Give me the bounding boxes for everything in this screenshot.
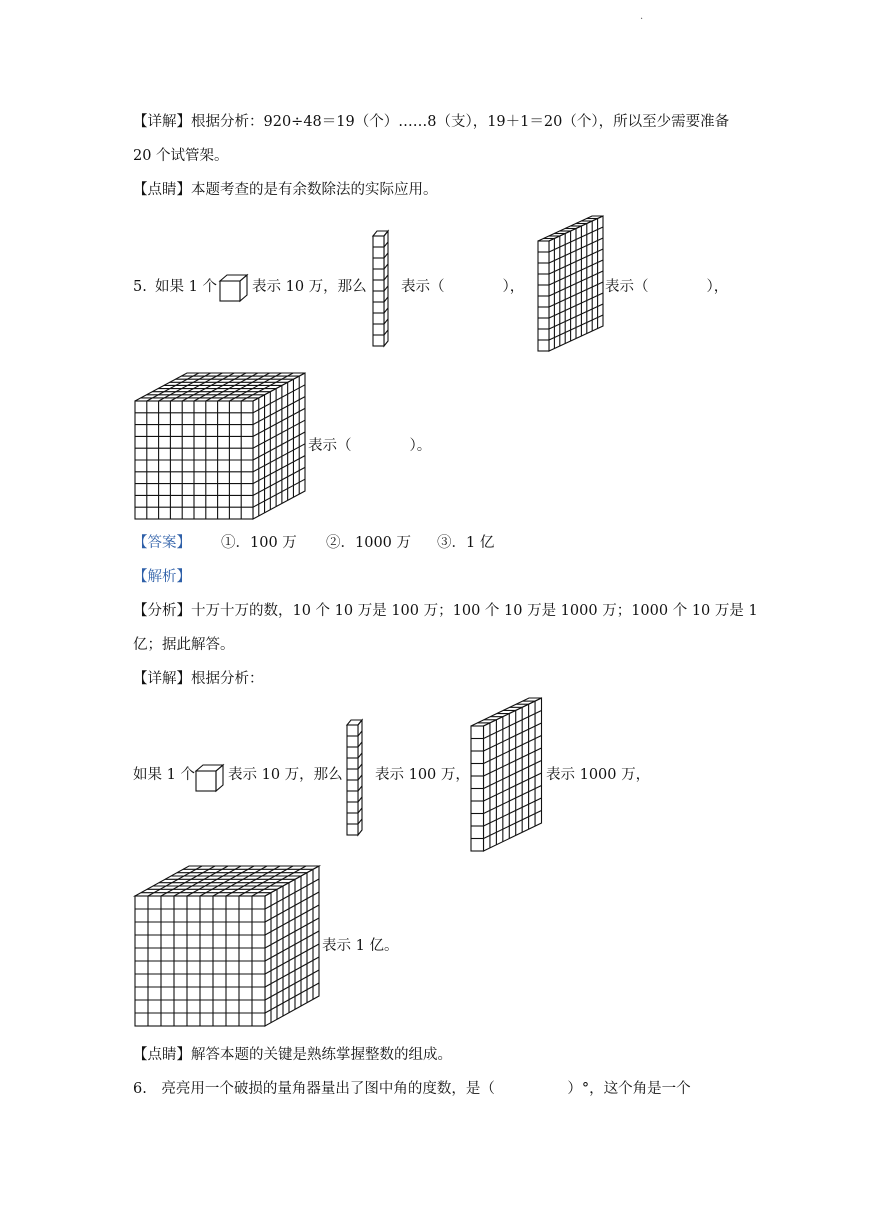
flat-figure: [537, 215, 603, 358]
detail-rod: 表示 100 万，: [375, 767, 470, 783]
detail-prefix: 如果 1 个: [133, 767, 195, 783]
analysis-line1: 【分析】十万十万的数，10 个 10 万是 100 万；100 个 10 万是 1000 万；1000 个 10 万是 1: [133, 603, 758, 619]
analysis-label: 【解析】: [133, 569, 191, 585]
prev-detail-line2: 20 个试管架。: [133, 148, 229, 164]
analysis-line2: 亿；据此解答。: [133, 637, 235, 653]
detail-after-cube: 表示 10 万，那么: [228, 767, 343, 783]
q5-big-blank: 表示（ ）。: [308, 438, 432, 454]
q5-number: 5.: [133, 279, 147, 295]
rod-figure: [372, 230, 392, 346]
q6-text: 6. 亮亮用一个破损的量角器量出了图中角的度数，是（ ）°，这个角是一个: [133, 1081, 691, 1097]
answer-2: ②．1000 万: [326, 535, 412, 551]
detail-big: 表示 1 亿。: [322, 938, 399, 954]
q5-after-cube: 表示 10 万，那么: [252, 279, 367, 295]
big-cube-figure: [134, 372, 304, 522]
q5-flat-blank: 表示（ ），: [605, 279, 729, 295]
detail-intro: 【详解】根据分析：: [133, 671, 264, 687]
q5-prefix: 如果 1 个: [155, 279, 217, 295]
detail-flat: 表示 1000 万，: [546, 767, 651, 783]
q5-rod-blank: 表示（ ），: [401, 279, 525, 295]
answer-3: ③．1 亿: [437, 535, 495, 551]
big-cube-figure-2: [134, 865, 320, 1029]
answer-label: 【答案】: [133, 535, 191, 551]
rod-figure-2: [346, 719, 366, 835]
prev-comment: 【点睛】本题考查的是有余数除法的实际应用。: [133, 182, 438, 198]
answer-1: ①．100 万: [221, 535, 297, 551]
unit-cube-figure-2: [195, 764, 225, 792]
prev-detail-line1: 【详解】根据分析：920÷48＝19（个）……8（支），19＋1＝20（个），所以至少需要准备: [133, 114, 730, 130]
page-mark: ·: [640, 14, 644, 25]
q5-comment: 【点睛】解答本题的关键是熟练掌握整数的组成。: [133, 1047, 452, 1063]
unit-cube-figure: [219, 274, 249, 302]
flat-figure-2: [470, 697, 544, 855]
